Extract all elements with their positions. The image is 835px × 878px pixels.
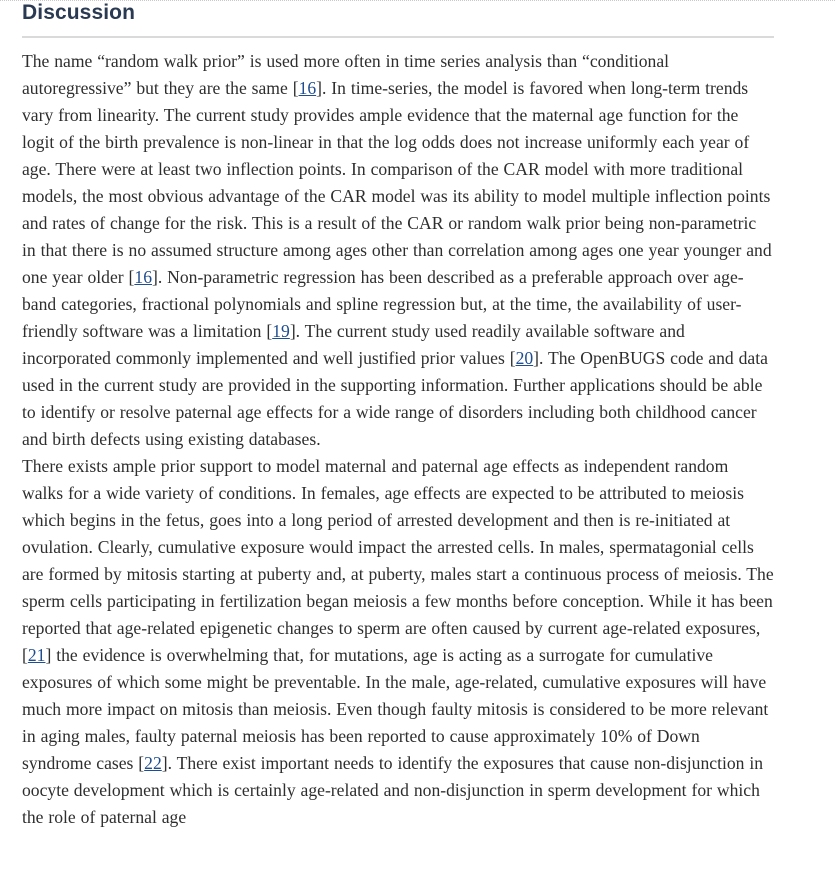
paragraph-2-text-2: ] the evidence is overwhelming that, for mutations, age is acting as a surrogate for cumulative exposures of which some might be preventable. In the male, age-related, cumulative exposures will have much more impact on mitosis than meiosis. Even though faulty mitosis is considered to be more relevant in aging males, faulty paternal meiosis has been reported to cause approximately 10% of Down syndrome cases [ xyxy=(22,645,769,773)
citation-link-19[interactable]: 19 xyxy=(272,321,290,341)
citation-link-20[interactable]: 20 xyxy=(515,348,534,368)
paragraph-1 xyxy=(22,48,774,453)
paragraph-1-text-5: ]. The OpenBUGS code and data used in the current study are provided in the supporting information. Further applications should be able to identify or resolve paternal age effects for a wide range of disorders including both childhood cancer and birth defects using existing databases. xyxy=(22,348,768,449)
citation-link-22[interactable]: 22 xyxy=(144,753,162,773)
citation-link-21[interactable]: 21 xyxy=(27,645,46,665)
paragraph-1-text-4: ]. The current study used readily available software and incorporated commonly implemented and well justified prior values [ xyxy=(22,321,685,368)
discussion-section xyxy=(22,0,774,831)
paragraph-1-text-1: The name “random walk prior” is used more often in time series analysis than “conditional autoregressive” but they are the same [ xyxy=(22,51,670,98)
paragraph-1-text-3: ]. Non-parametric regression has been described as a preferable approach over age-band categories, fractional polynomials and spline regression but, at the time, the availability of user-friendly software was a limitation [ xyxy=(22,267,744,341)
heading-rule xyxy=(22,36,774,38)
citation-link-16[interactable]: 16 xyxy=(298,78,317,98)
paragraph-2 xyxy=(22,453,774,831)
citation-link-16[interactable]: 16 xyxy=(134,267,152,287)
paragraph-2-text-3: ]. There exist important needs to identify the exposures that cause non-disjunction in oocyte development which is certainly age-related and non-disjunction in sperm development for which the role of paternal age xyxy=(22,753,764,827)
paragraph-2-text-1: There exists ample prior support to model maternal and paternal age effects as independent random walks for a wide variety of conditions. In females, age effects are expected to be attributed to meiosis which begins in the fetus, goes into a long period of arrested development and then is re-initiated at ovulation. Clearly, cumulative exposure would impact the arrested cells. In males, spermatagonial cells are formed by mitosis starting at puberty and, at puberty, males start a continuous process of meiosis. The sperm cells participating in fertilization began meiosis a few months before conception. While it has been reported that age-related epigenetic changes to sperm are often caused by current age-related exposures, [ xyxy=(22,456,774,665)
paragraph-1-text-2: ]. In time-series, the model is favored when long-term trends vary from linearity. The current study provides ample evidence that the maternal age function for the logit of the birth prevalence is non-linear in that the log odds does not increase uniformly each year of age. There were at least two inflection points. In comparison of the CAR model with more traditional models, the most obvious advantage of the CAR model was its ability to model multiple inflection points and rates of change for the risk. This is a result of the CAR or random walk prior being non-parametric in that there is no assumed structure among ages other than correlation among ages one year younger and one year older [ xyxy=(22,78,772,287)
section-heading: Discussion xyxy=(22,1,136,24)
